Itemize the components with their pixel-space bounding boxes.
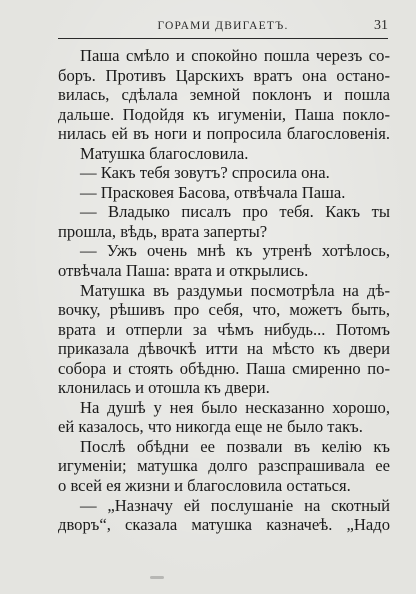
text-line: вилась, сдѣлала земной поклонъ и пошла	[58, 85, 390, 105]
text-line: дворъ“, сказала матушка казначеѣ. „Надо	[58, 515, 390, 535]
page-number: 31	[374, 18, 388, 33]
running-head: ГОРАМИ ДВИГАЕТЪ.	[157, 20, 289, 32]
text-line: ей казалось, что никогда еще не было такъ.	[58, 417, 363, 437]
text-line: нилась ей въ ноги и попросила благословенія.	[58, 124, 390, 144]
text-line: Матушка благословила.	[80, 143, 249, 163]
text-line: — „Назначу ей послушаніе на скотный	[80, 495, 390, 515]
text-line: — Владыко писалъ про тебя. Какъ ты	[80, 202, 390, 222]
text-line: дальше. Подойдя къ игуменіи, Паша покло-	[58, 104, 390, 124]
text-line: игуменіи; матушка долго разспрашивала ее	[58, 456, 390, 476]
text-line: — Ужъ очень мнѣ къ утренѣ хотѣлось,	[80, 241, 390, 261]
text-line: приказала дѣвочкѣ итти на мѣсто къ двери	[58, 339, 390, 359]
text-line: На душѣ у нея было несказанно хорошо,	[80, 397, 390, 417]
text-line: клонилась и отошла къ двери.	[58, 378, 270, 398]
text-line: Послѣ обѣдни ее позвали въ келію къ	[80, 436, 390, 456]
body-text	[58, 46, 390, 535]
text-line: о всей ея жизни и благословила остаться.	[58, 476, 351, 496]
text-line: — Какъ тебя зовутъ? спросила она.	[80, 163, 330, 183]
text-line: боръ. Противъ Царскихъ вратъ она остано-	[58, 65, 390, 85]
text-line: Паша смѣло и спокойно пошла черезъ со-	[80, 46, 390, 65]
text-line: отвѣчала Паша: врата и открылись.	[58, 261, 309, 281]
text-line: Матушка въ раздумьи посмотрѣла на дѣ-	[80, 280, 390, 300]
text-line: прошла, вѣдь, врата заперты?	[58, 221, 268, 241]
text-line: — Прасковея Басова, отвѣчала Паша.	[80, 182, 346, 202]
text-line: собора и стоять обѣдню. Паша смиренно по-	[58, 358, 390, 378]
text-line: врата и отперли за чѣмъ нибудь... Потомъ	[58, 319, 390, 339]
paper-mark	[150, 576, 164, 579]
text-line: вочку, рѣшивъ про себя, что, можетъ быть,	[58, 300, 390, 320]
page-header	[58, 16, 388, 39]
